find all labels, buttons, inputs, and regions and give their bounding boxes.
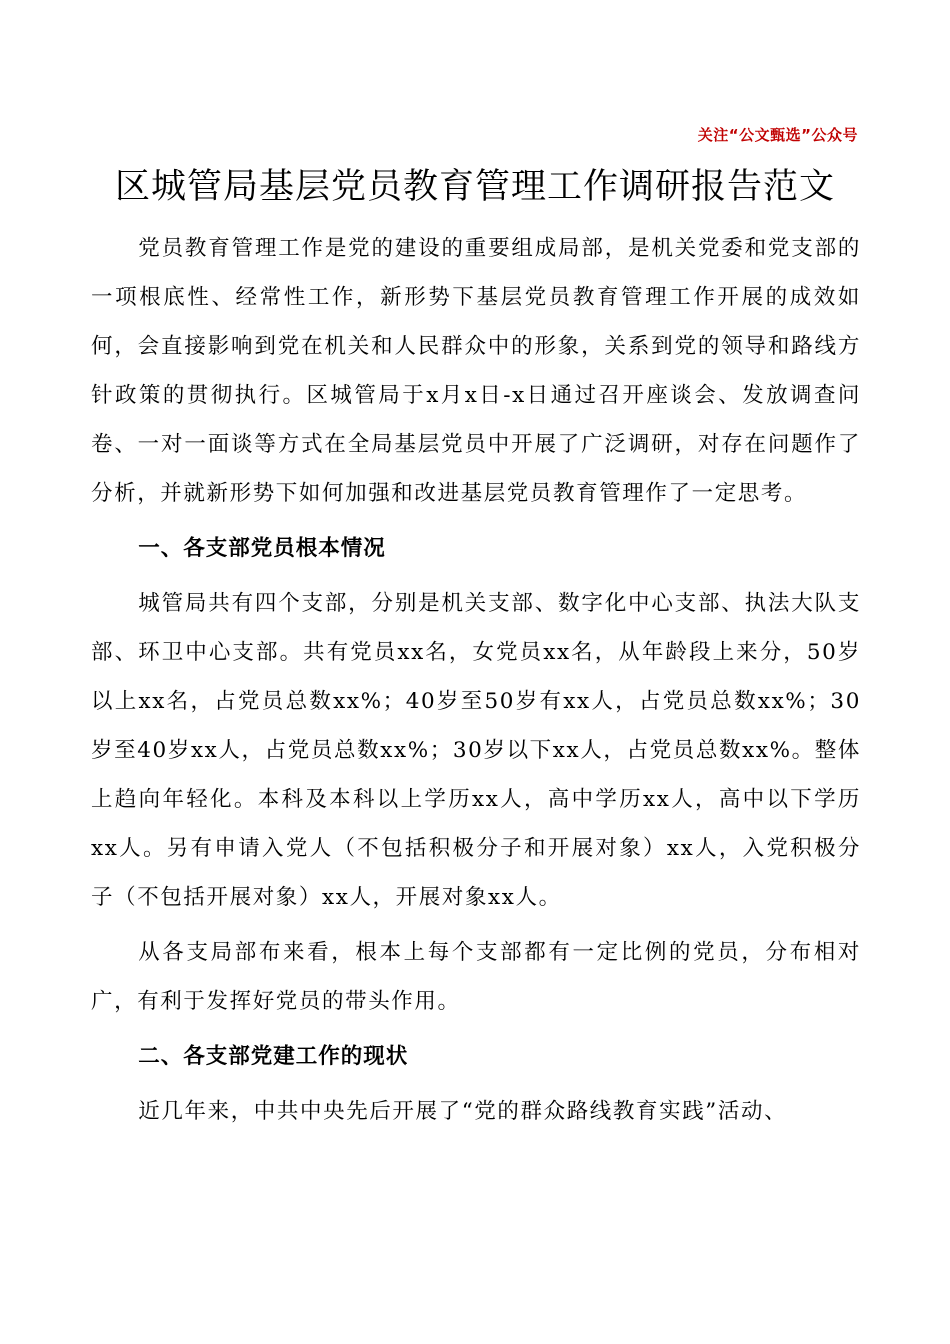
current-status-paragraph: 近几年来，中共中央先后开展了“党的群众路线教育实践”活动、 — [138, 1099, 788, 1124]
document-body — [91, 224, 861, 1142]
section-heading-2: 二、各支部党建工作的现状 — [138, 1044, 409, 1069]
branch-stats-paragraph: 城管局共有四个支部，分别是机关支部、数字化中心支部、执法大队支部、环卫中心支部。共有党员xx名，女党员xx名，从年龄段上来分，50岁以上xx名，占党员总数xx%；40岁至50岁有xx人，占党员总数xx%；30岁至40岁xx人，占党员总数xx%；30岁以下xx人，占党员总数xx%。整体上趋向年轻化。本科及本科以上学历xx人，高中学历xx人，高中以下学历xx人。另有申请入党人（不包括积极分子和开展对象）xx人，入党积极分子（不包括开展对象）xx人，开展对象xx人。 — [91, 591, 861, 910]
intro-paragraph: 党员教育管理工作是党的建设的重要组成局部，是机关党委和党支部的一项根底性、经常性工作，新形势下基层党员教育管理工作开展的成效如何，会直接影响到党在机关和人民群众中的形象，关系到党的领导和路线方针政策的贯彻执行。区城管局于x月x日-x日通过召开座谈会、发放调查问卷、一对一面谈等方式在全局基层党员中开展了广泛调研，对存在问题作了分析，并就新形势下如何加强和改进基层党员教育管理作了一定思考。 — [91, 236, 861, 506]
distribution-paragraph: 从各支局部布来看，根本上每个支部都有一定比例的党员，分布相对广，有利于发挥好党员的带头作用。 — [91, 940, 861, 1014]
section-heading-1: 一、各支部党员根本情况 — [138, 536, 386, 561]
header-note: 关注“公文甄选”公众号 — [697, 126, 858, 144]
document-title: 区城管局基层党员教育管理工作调研报告范文 — [114, 167, 835, 207]
